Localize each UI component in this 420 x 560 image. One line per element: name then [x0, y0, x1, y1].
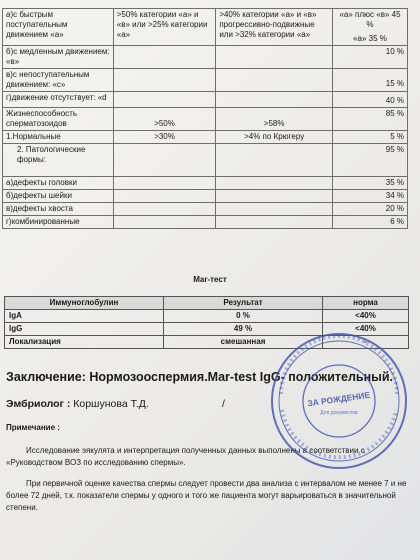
table-header-row [5, 297, 409, 310]
table-cell: IgG [5, 323, 164, 336]
table-cell: - [323, 336, 409, 349]
column-header: Иммуноглобулин [5, 297, 164, 310]
table-cell [216, 46, 333, 69]
value-ab: «а» плюс «в» 45 % [339, 10, 401, 29]
stamp-small-text: Для документов [320, 410, 358, 416]
table-row [5, 310, 409, 323]
table-row [3, 92, 408, 108]
signature-slash: / [222, 398, 225, 410]
table-cell: г)движение отсутствует: «d [3, 92, 114, 108]
table-cell [113, 144, 216, 177]
table-cell: 20 % [332, 203, 407, 216]
table-cell: 2. Патологические формы: [3, 144, 114, 177]
table-cell [113, 216, 216, 229]
clinic-stamp-icon [268, 330, 410, 472]
table-cell: >4% по Крюгеру [216, 131, 333, 144]
table-cell: 10 % [332, 46, 407, 69]
table-cell: >50% категории «а» и «в» или >25% категории «а» [113, 9, 216, 46]
table-cell: 1.Нормальные [3, 131, 114, 144]
table-cell [216, 92, 333, 108]
table-cell [113, 46, 216, 69]
embryologist-name: Коршунова Т.Д. [73, 398, 149, 410]
embryologist-line [6, 398, 149, 410]
table-cell: 6 % [332, 216, 407, 229]
table-cell: 49 % [164, 323, 323, 336]
table-row [3, 108, 408, 131]
table-cell: 15 % [332, 69, 407, 92]
table-cell: >40% категории «а» и «в» прогрессивно-подвижные или >32% категории «а» [216, 9, 333, 46]
note-label: Примечание : [6, 423, 60, 432]
table-cell [216, 69, 333, 92]
mar-test-title: Mar-тест [193, 275, 227, 284]
value-a: «а» 35 % [353, 34, 387, 43]
table-cell: 34 % [332, 190, 407, 203]
table-row [3, 177, 408, 190]
table-cell: Жизнеспособность сперматозоидов [3, 108, 114, 131]
table-cell [113, 190, 216, 203]
table-row [3, 190, 408, 203]
table-row [3, 46, 408, 69]
table-cell: 40 % [332, 92, 407, 108]
table-row [3, 9, 408, 46]
table-row [3, 131, 408, 144]
table-cell [216, 216, 333, 229]
table-row [3, 203, 408, 216]
table-cell: >50% [113, 108, 216, 131]
table-cell: Локализация [5, 336, 164, 349]
table-cell [113, 92, 216, 108]
table-cell: >30% [113, 131, 216, 144]
table-cell: б)дефекты шейки [3, 190, 114, 203]
table-cell: в)с непоступательным движением: «с» [3, 69, 114, 92]
semen-analysis-table [2, 8, 408, 229]
table-cell: а)с быстрым поступательным движением «а» [3, 9, 114, 46]
table-cell [216, 177, 333, 190]
table-cell [113, 69, 216, 92]
note-paragraph: При первичной оценке качества спермы следует провести два анализа с интервалом не менее 7 и не более 72 дней, т.к. показатели спермы у одного и того же пациента могут варьироваться в значительной степени. [6, 479, 407, 512]
table-cell [216, 190, 333, 203]
column-header: норма [323, 297, 409, 310]
table-cell: 5 % [332, 131, 407, 144]
table-cell [113, 203, 216, 216]
table-row [3, 144, 408, 177]
table-cell: 85 % [332, 108, 407, 131]
embryologist-label: Эмбриолог : [6, 398, 71, 410]
table-cell [216, 144, 333, 177]
table-cell: 95 % [332, 144, 407, 177]
table-cell [332, 9, 407, 46]
note-paragraph: Исследование эякулята и интерпретация полученных данных выполнены в соответствии с «Руководством ВОЗ по исследованию спермы». [6, 446, 365, 467]
table-cell: а)дефекты головки [3, 177, 114, 190]
column-header: Результат [164, 297, 323, 310]
stamp-center-text: ЗА РОЖДЕНИЕ [306, 389, 371, 409]
table-row [3, 69, 408, 92]
table-cell: в)дефекты хвоста [3, 203, 114, 216]
table-cell: 0 % [164, 310, 323, 323]
table-cell: >58% [216, 108, 333, 131]
table-cell: <40% [323, 323, 409, 336]
table-cell [113, 177, 216, 190]
table-cell: IgA [5, 310, 164, 323]
table-cell: <40% [323, 310, 409, 323]
table-cell: смешанная [164, 336, 323, 349]
conclusion-text: Заключение: Нормозооспермия.Mar-test IgG- положительный. [6, 370, 393, 384]
table-cell [216, 203, 333, 216]
table-row [3, 216, 408, 229]
table-cell: 35 % [332, 177, 407, 190]
table-cell: б)с медленным движением: «в» [3, 46, 114, 69]
table-cell: г)комбинированные [3, 216, 114, 229]
